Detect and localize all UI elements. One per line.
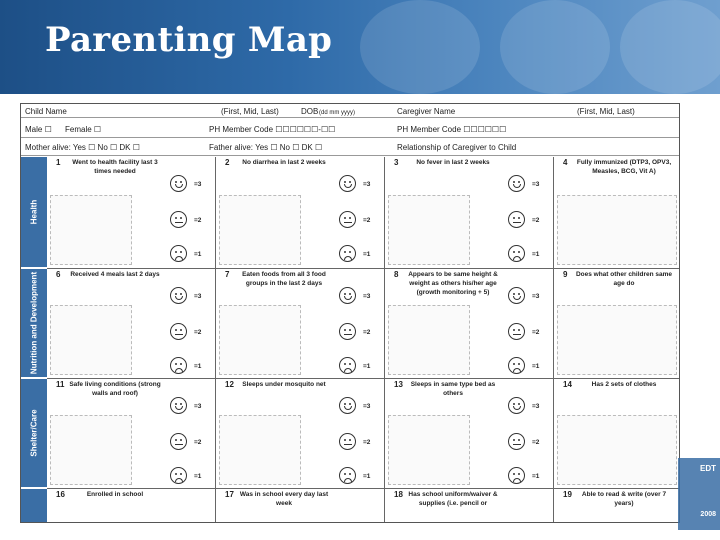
score-label: =3 [194,293,202,300]
score-label: =3 [363,403,371,410]
illustration [557,415,677,485]
item-title: Enrolled in school [86,491,144,498]
score-label: =2 [363,217,371,224]
caregiver-name-hint: (First, Mid, Last) [577,107,635,116]
relationship-field: Relationship of Caregiver to Child [397,143,517,152]
score-label: =1 [363,363,371,370]
section-education [21,489,47,523]
score-label: =2 [194,439,202,446]
score-label: =3 [194,403,202,410]
happy-face-icon [170,397,187,414]
item-title: Able to read & write (over 7 years) [581,491,667,507]
item-cell [216,269,385,379]
score-label: =1 [194,473,202,480]
item-number: 13 [394,380,403,389]
neutral-face-icon [508,211,525,228]
neutral-face-icon [339,211,356,228]
child-name-label: Child Name [25,107,67,116]
neutral-face-icon [508,323,525,340]
item-title: Fully immunized (DTP3, OPV3, Measles, BCG, Vit A) [576,159,672,175]
happy-face-icon [508,175,525,192]
item-cell [385,379,554,489]
neutral-face-icon [170,323,187,340]
illustration [50,305,132,375]
item-cell [47,269,216,379]
sad-face-icon [339,357,356,374]
item-number: 7 [225,270,230,279]
item-number: 6 [56,270,61,279]
item-title: Has school uniform/waiver & supplies (i.e. pencil or [408,491,498,507]
dob-hint: (dd mm yyyy) [319,110,355,116]
sad-face-icon [170,245,187,262]
item-cell [385,157,554,269]
happy-face-icon [170,175,187,192]
score-label: =3 [363,293,371,300]
score-label: =1 [532,363,540,370]
neutral-face-icon [339,323,356,340]
item-number: 17 [225,490,234,499]
child-photo [620,0,720,94]
item-cell [385,489,554,523]
score-label: =1 [532,473,540,480]
sad-face-icon [170,467,187,484]
item-title: Went to health facility last 3 times needed [72,159,158,175]
item-number: 11 [56,380,65,389]
section-shelter: Shelter/Care [21,379,47,489]
publisher-logo: EDT 2008 [678,458,720,530]
score-label: =2 [194,217,202,224]
child-name-hint: (First, Mid, Last) [221,107,279,116]
child-photo [360,0,480,94]
dob-label: DOB [301,107,319,116]
illustration [388,305,470,375]
item-cell [47,157,216,269]
male-checkbox: Male ☐ [25,125,52,134]
happy-face-icon [170,287,187,304]
item-number: 18 [394,490,403,499]
item-title: Received 4 meals last 2 days [70,271,160,278]
score-label: =1 [532,251,540,258]
item-cell [216,489,385,523]
score-label: =3 [532,403,540,410]
illustration [557,305,677,375]
item-title: Does what other children same age do [575,271,673,287]
child-photo [500,0,610,94]
ph-member-code-caregiver: PH Member Code ☐☐☐☐☐☐ [397,125,507,134]
item-cell [216,379,385,489]
item-number: 9 [563,270,568,279]
item-number: 16 [56,490,65,499]
item-title: Sleeps under mosquito net [242,381,326,388]
illustration [219,195,301,265]
illustration [219,305,301,375]
item-title: Sleeps in same type bed as others [410,381,496,397]
illustration [388,415,470,485]
form-header-row-1 [21,104,679,118]
item-title: Was in school every day last week [239,491,329,507]
item-number: 12 [225,380,234,389]
sad-face-icon [339,467,356,484]
item-cell [385,269,554,379]
score-label: =1 [194,251,202,258]
sad-face-icon [170,357,187,374]
title-banner [0,0,720,94]
item-title: Has 2 sets of clothes [591,381,657,388]
item-cell [47,489,216,523]
illustration [557,195,677,265]
happy-face-icon [339,287,356,304]
form-header-row-2 [21,118,679,138]
mother-alive-field: Mother alive: Yes ☐ No ☐ DK ☐ [25,143,140,152]
item-number: 1 [56,158,61,167]
score-label: =2 [532,217,540,224]
score-label: =3 [194,181,202,188]
illustration [219,415,301,485]
item-title: No diarrhea in last 2 weeks [242,159,326,166]
caregiver-name-label: Caregiver Name [397,107,456,116]
happy-face-icon [508,397,525,414]
father-alive-field: Father alive: Yes ☐ No ☐ DK ☐ [209,143,323,152]
score-label: =1 [363,251,371,258]
illustration [388,195,470,265]
item-number: 3 [394,158,399,167]
happy-face-icon [339,175,356,192]
score-label: =1 [363,473,371,480]
sad-face-icon [508,245,525,262]
item-number: 14 [563,380,572,389]
sad-face-icon [508,467,525,484]
item-title: No fever in last 2 weeks [416,159,490,166]
happy-face-icon [339,397,356,414]
item-cell [554,269,680,379]
sad-face-icon [508,357,525,374]
item-number: 8 [394,270,399,279]
score-label: =3 [363,181,371,188]
item-title: Eaten foods from all 3 food groups in the last 2 days [242,271,326,287]
score-label: =2 [194,329,202,336]
parenting-map-form [20,103,680,523]
neutral-face-icon [170,211,187,228]
score-label: =1 [194,363,202,370]
score-label: =2 [363,439,371,446]
item-title: Appears to be same height & weight as others his/her age (growth monitoring + 5) [408,271,498,296]
item-cell [554,157,680,269]
item-number: 4 [563,158,568,167]
section-nutrition: Nutrition and Development [21,269,47,379]
item-title: Safe living conditions (strong walls and roof) [69,381,161,397]
neutral-face-icon [339,433,356,450]
ph-member-code-child: PH Member Code ☐☐☐☐☐☐-☐☐ [209,125,336,134]
item-cell [47,379,216,489]
neutral-face-icon [508,433,525,450]
score-label: =2 [532,439,540,446]
item-number: 19 [563,490,572,499]
item-cell [554,489,680,523]
illustration [50,195,132,265]
score-label: =3 [532,181,540,188]
illustration [50,415,132,485]
neutral-face-icon [170,433,187,450]
score-label: =2 [532,329,540,336]
item-cell [554,379,680,489]
score-label: =2 [363,329,371,336]
page-title: Parenting Map [45,20,333,60]
sad-face-icon [339,245,356,262]
item-number: 2 [225,158,230,167]
form-header-row-3 [21,138,679,156]
item-cell [216,157,385,269]
female-checkbox: Female ☐ [65,125,102,134]
section-health: Health [21,157,47,269]
score-label: =3 [532,293,540,300]
happy-face-icon [508,287,525,304]
